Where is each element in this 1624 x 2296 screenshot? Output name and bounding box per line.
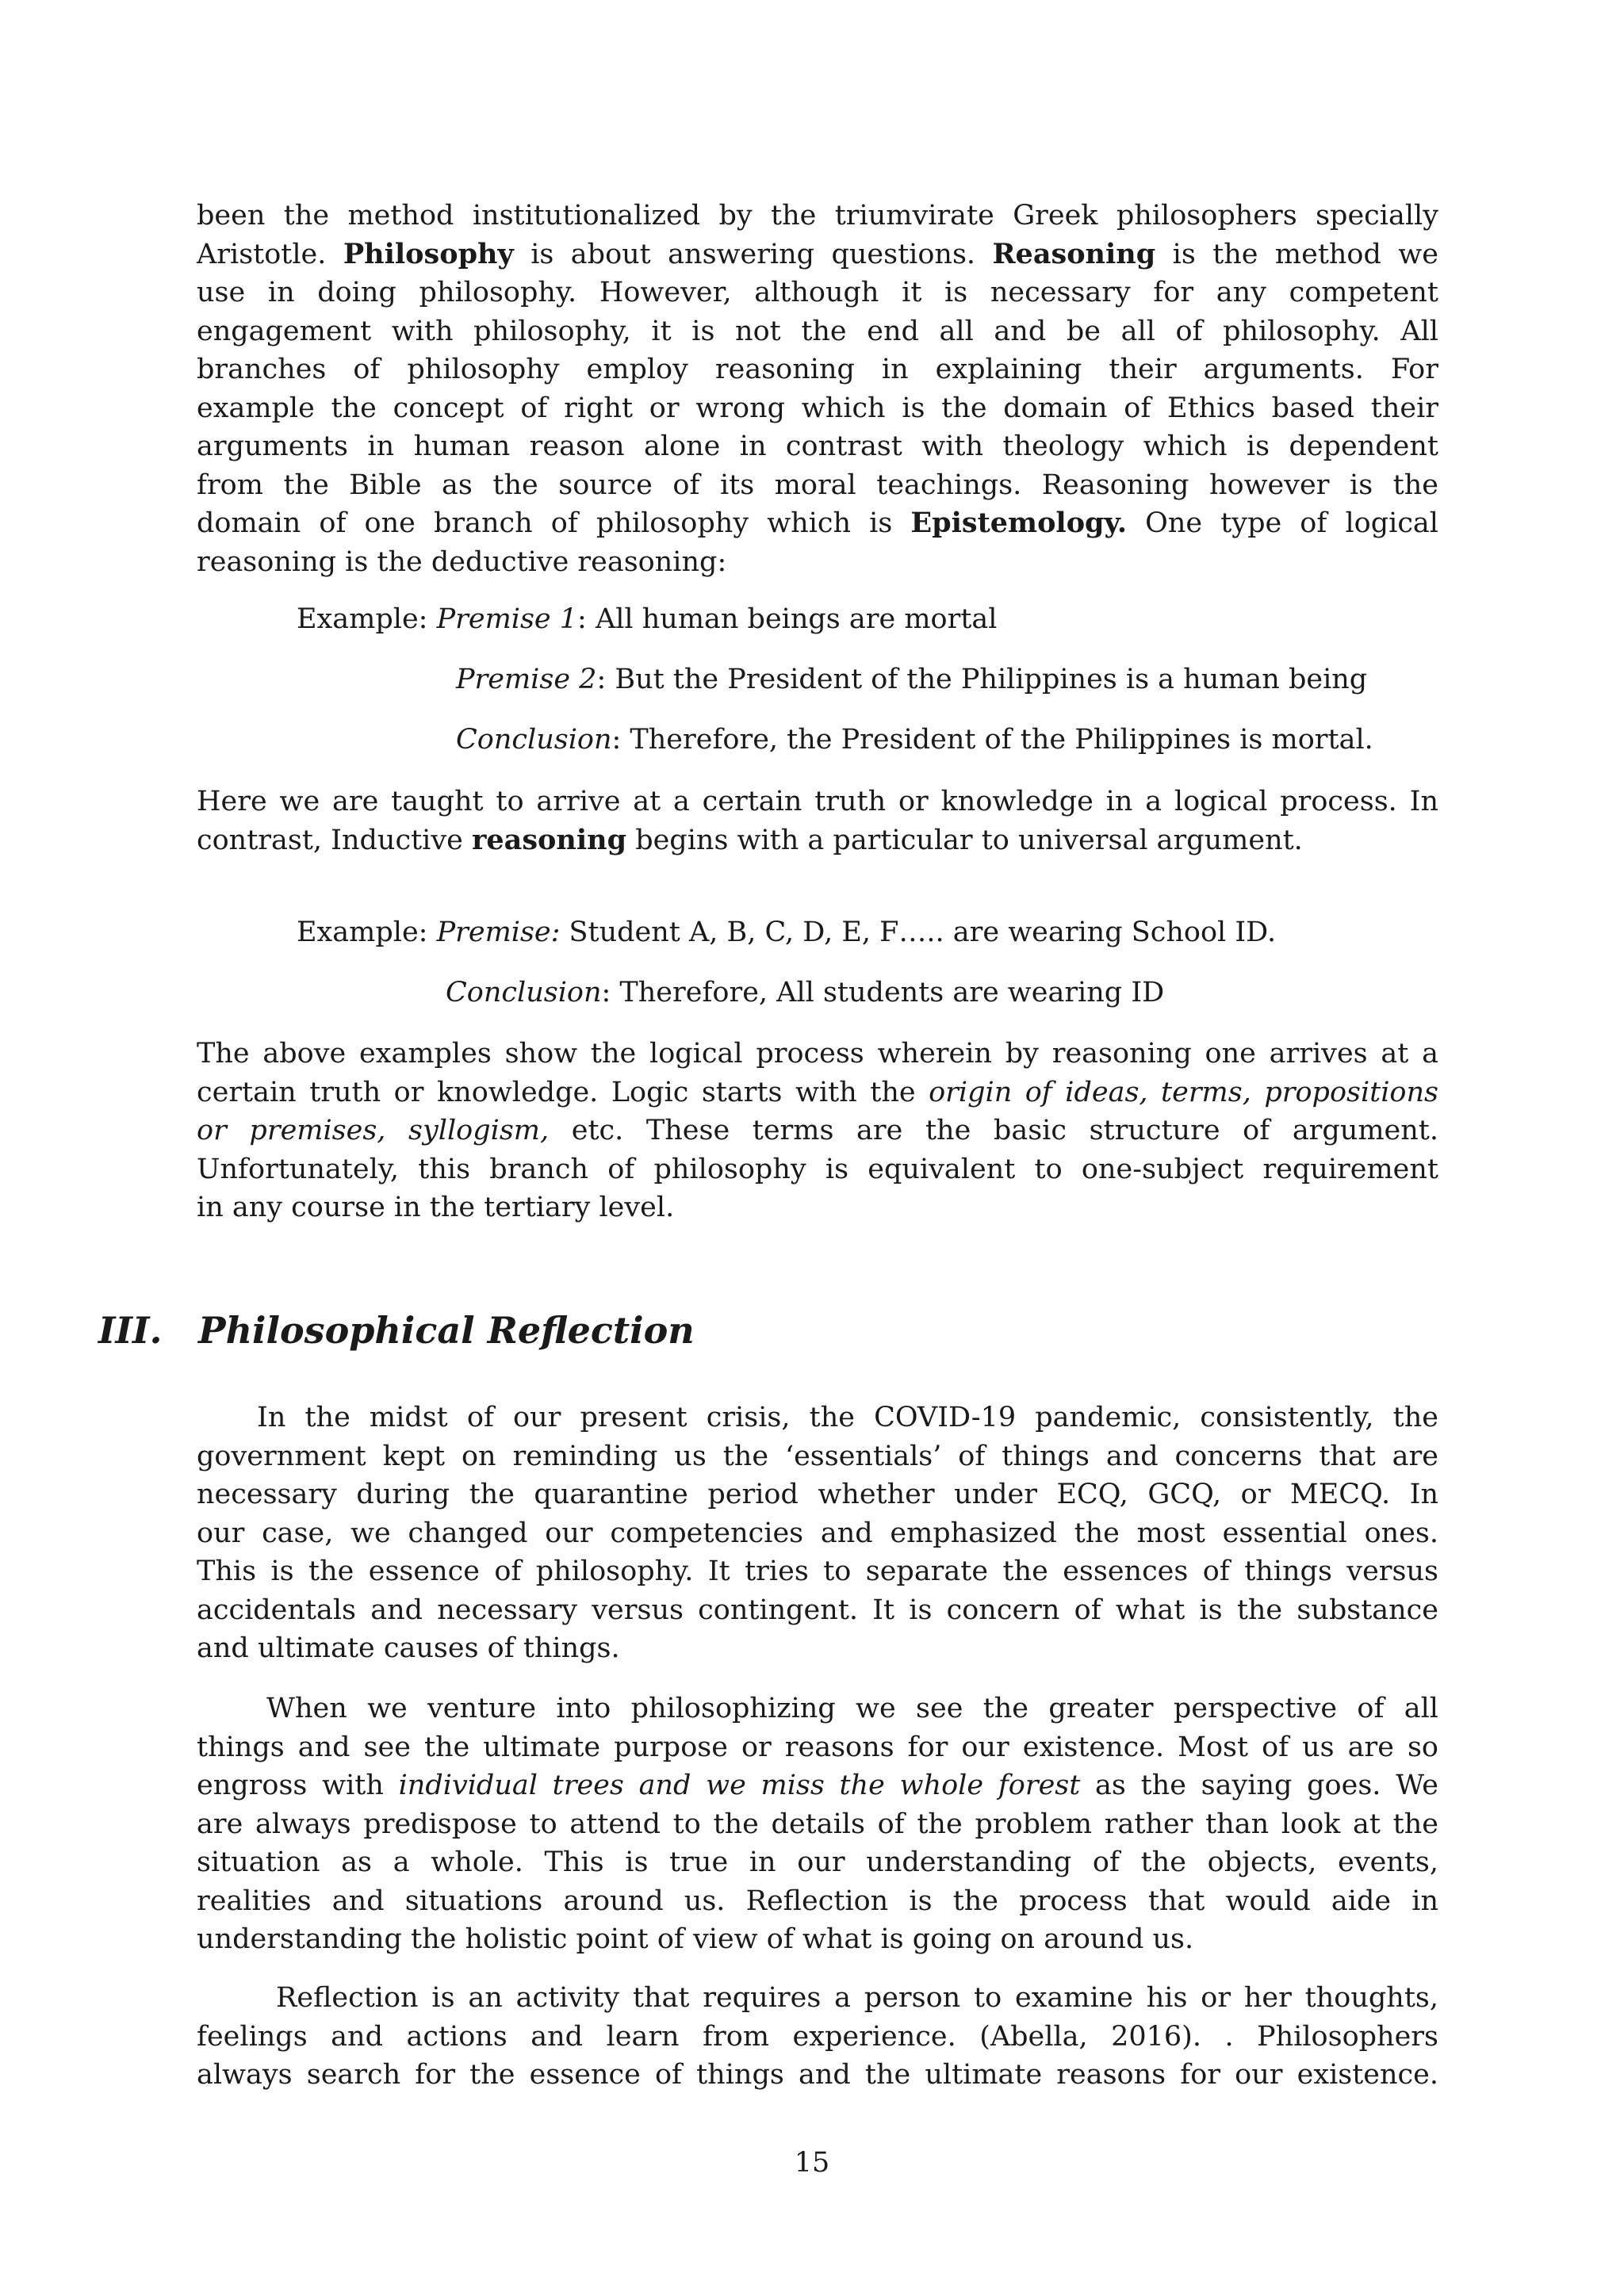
text-line [197, 2056, 1438, 2095]
text-line [197, 197, 1438, 235]
text-run: things and see the ultimate purpose or reasons for our existence. Most of us are so [197, 1731, 1438, 1763]
deductive-conclusion [456, 721, 1373, 759]
text-run: as the saying goes. We [1080, 1770, 1438, 1801]
deductive-premise-1 [297, 600, 997, 638]
text-line [197, 1552, 1438, 1591]
premise-text: : But the President of the Philippines is a human being [596, 664, 1368, 695]
text-run: begins with a particular to universal argument. [626, 824, 1303, 856]
premise-label: Premise 2 [456, 664, 597, 695]
text-run: use in doing philosophy. However, although it is necessary for any competent [197, 277, 1438, 308]
text-run: Here we are taught to arrive at a certain truth or knowledge in a logical process. In [197, 786, 1438, 817]
example-label: Example: [297, 603, 437, 635]
bold-term-philosophy: Philosophy [343, 237, 514, 270]
text-line [197, 821, 1438, 860]
text-run: Aristotle. [197, 238, 343, 270]
text-line [197, 1112, 1438, 1150]
text-line [197, 1150, 1438, 1189]
text-run: Unfortunately, this branch of philosophy is equivalent to one-subject requirement [197, 1153, 1438, 1185]
paragraph-logic [197, 1035, 1438, 1227]
text-run: situation as a whole. This is true in our understanding of the objects, events, [197, 1846, 1438, 1878]
text-run: necessary during the quarantine period whether under ECQ, GCQ, or MECQ. In [197, 1479, 1438, 1510]
conclusion-text: : Therefore, All students are wearing ID [601, 977, 1165, 1008]
text-line [197, 1728, 1438, 1767]
text-line [197, 427, 1438, 466]
text-line [197, 1689, 1438, 1728]
section-title: Philosophical Reflection [198, 1309, 695, 1352]
text-run: are always predispose to attend to the details of the problem rather than look at the [197, 1808, 1438, 1840]
premise-text: Student A, B, C, D, E, F….. are wearing School ID. [560, 916, 1277, 948]
text-run: In the midst of our present crisis, the COVID-19 pandemic, consistently, the [257, 1402, 1438, 1433]
paragraph-reasoning [197, 197, 1438, 581]
text-run: reasoning is the deductive reasoning: [197, 545, 727, 578]
text-run: always search for the essence of things and the ultimate reasons for our existence. [197, 2059, 1438, 2091]
text-line [197, 504, 1438, 543]
text-line [197, 2018, 1438, 2057]
text-run: is about answering questions. [513, 238, 993, 270]
text-run: in any course in the tertiary level. [197, 1192, 675, 1223]
text-line [197, 1475, 1438, 1514]
text-line [197, 1399, 1438, 1437]
inductive-conclusion [446, 974, 1164, 1012]
premise-label: Premise: [436, 916, 561, 948]
paragraph-covid [197, 1399, 1438, 1668]
text-run: domain of one branch of philosophy which is [197, 507, 911, 539]
text-run: arguments in human reason alone in contrast with theology which is dependent [197, 430, 1438, 462]
section-number: III. [98, 1309, 163, 1352]
text-run: contrast, Inductive [197, 824, 472, 856]
text-line [197, 1437, 1438, 1476]
inductive-premise [297, 913, 1276, 951]
text-run: Reflection is an activity that requires a person to examine his or her thoughts, [276, 1982, 1438, 2014]
text-line [197, 783, 1438, 821]
text-line [197, 1805, 1438, 1844]
deductive-premise-2 [456, 660, 1367, 698]
text-run: and ultimate causes of things. [197, 1632, 620, 1664]
text-run: feelings and actions and learn from experience. (Abella, 2016). . Philosophers [197, 2020, 1438, 2053]
text-line [197, 1766, 1438, 1805]
bold-term-reasoning: reasoning [471, 823, 627, 856]
page-number: 15 [794, 2147, 830, 2179]
conclusion-label: Conclusion [456, 724, 612, 756]
paragraph-philosophizing [197, 1689, 1438, 1959]
text-run: accidentals and necessary versus contingent. It is concern of what is the substance [197, 1594, 1438, 1626]
text-run: government kept on reminding us the ‘essentials’ of things and concerns that are [197, 1440, 1438, 1472]
conclusion-text: : Therefore, the President of the Philippines is mortal. [611, 724, 1373, 756]
text-line [197, 1843, 1438, 1882]
paragraph-inductive-intro [197, 783, 1438, 859]
text-run: One type of logical [1127, 507, 1438, 539]
text-line [197, 1591, 1438, 1630]
text-run: branches of philosophy employ reasoning in explaining their arguments. For [197, 354, 1438, 385]
text-line [197, 466, 1438, 505]
italic-run: origin of ideas, terms, propositions [929, 1076, 1439, 1108]
premise-text: : All human beings are mortal [577, 603, 998, 635]
text-line [197, 1920, 1438, 1959]
section-heading [98, 1308, 695, 1353]
premise-label: Premise 1 [436, 603, 578, 635]
text-run: engagement with philosophy, it is not the end all and be all of philosophy. All [197, 315, 1438, 347]
italic-run: or premises, syllogism, [197, 1115, 550, 1146]
text-line [197, 1882, 1438, 1921]
text-line [197, 1979, 1438, 2018]
text-line [197, 1073, 1438, 1112]
conclusion-label: Conclusion [446, 977, 602, 1008]
text-line [197, 274, 1438, 312]
text-run: etc. These terms are the basic structure of argument. [549, 1115, 1438, 1146]
text-line [197, 350, 1438, 389]
text-line [197, 1035, 1438, 1073]
text-run: certain truth or knowledge. Logic starts with the [197, 1076, 929, 1108]
italic-run: individual trees and we miss the whole forest [398, 1770, 1081, 1801]
text-line [197, 1514, 1438, 1553]
text-run: realities and situations around us. Reflection is the process that would aide in [197, 1885, 1438, 1917]
text-line [197, 1629, 1438, 1668]
bold-term-epistemology: Epistemology. [910, 507, 1128, 539]
example-label: Example: [297, 916, 437, 948]
text-line [197, 1188, 1438, 1227]
text-line [197, 389, 1438, 428]
text-line [197, 543, 1438, 582]
bold-term-reasoning: Reasoning [992, 237, 1156, 270]
text-run: been the method institutionalized by the triumvirate Greek philosophers specially [197, 200, 1438, 232]
text-line [197, 312, 1438, 351]
text-run: The above examples show the logical process wherein by reasoning one arrives at a [197, 1038, 1438, 1070]
text-run: example the concept of right or wrong which is the domain of Ethics based their [197, 392, 1438, 424]
text-run: When we venture into philosophizing we see the greater perspective of all [266, 1693, 1438, 1724]
text-run: engross with [197, 1770, 399, 1801]
text-line [197, 235, 1438, 274]
text-run: understanding the holistic point of view of what is going on around us. [197, 1923, 1194, 1955]
text-run: This is the essence of philosophy. It tries to separate the essences of things versus [197, 1556, 1438, 1587]
paragraph-reflection [197, 1979, 1438, 2095]
text-run: from the Bible as the source of its moral teachings. Reasoning however is the [197, 469, 1438, 501]
text-run: is the method we [1155, 238, 1438, 270]
text-run: our case, we changed our competencies and emphasized the most essential ones. [197, 1517, 1438, 1549]
